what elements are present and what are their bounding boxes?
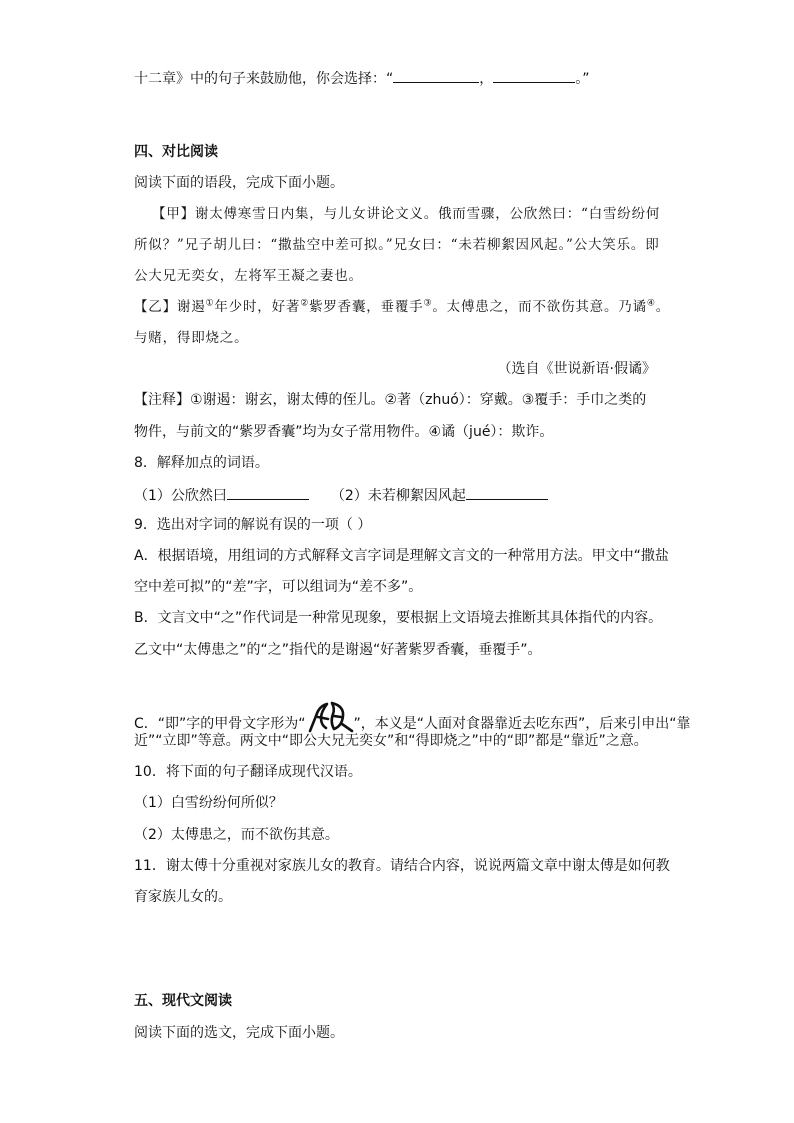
option-c-line-1: C．“即”字的甲骨文字形为“ ”，本义是“人面对食器靠近去吃东西”，后来引申出“靠 — [134, 700, 691, 734]
footnote-ref-1: ① — [205, 298, 215, 309]
footnote-ref-4: ④ — [646, 298, 656, 309]
question-11-line-2: 育家族儿女的。 — [134, 889, 232, 905]
footnote-ref-2: ② — [300, 298, 310, 309]
option-b-line-2: 乙文中“太傅患之”的“之”指代的是谢遏“好著紫罗香囊，垂覆手”。 — [134, 642, 542, 658]
passage-jia-line-2: 所似？”兄子胡儿曰：“撒盐空中差可拟。”兄女曰：“未若柳絮因风起。”公大笑乐。即 — [134, 237, 660, 253]
q8-blank-2[interactable] — [466, 485, 548, 500]
passage-yi-line-2: 与赌，得即烧之。 — [134, 330, 249, 346]
section-4-title: 四、对比阅读 — [134, 144, 218, 160]
intro-line: 十二章》中的句子来鼓励他，你会选择：“ ， 。” — [134, 68, 590, 88]
question-10-item-1: （1）白雪纷纷何所似？ — [134, 795, 283, 811]
question-11-line-1: 11．谢太傅十分重视对家族儿女的教育。请结合内容，说说两篇文章中谢太傅是如何教 — [134, 858, 670, 874]
answer-blank-1[interactable] — [393, 68, 479, 83]
passage-source: （选自《世说新语·假谲》 — [497, 361, 656, 377]
notes-line-1: 【注释】①谢遏：谢玄，谢太傅的侄儿。②著（zhuó）：穿戴。③覆手：手巾之类的 — [134, 392, 647, 408]
answer-blank-2[interactable] — [493, 68, 575, 83]
option-c-line-2: 近”“立即”等意。两文中“即公大兄无奕女”和“得即烧之”中的“即”都是“靠近”之意。 — [134, 733, 648, 749]
question-10-item-2: （2）太傅患之，而不欲伤其意。 — [134, 827, 339, 843]
section-5-instruction: 阅读下面的选文，完成下面小题。 — [134, 1025, 344, 1041]
question-9-stem: 9．选出对字词的解说有误的一项（ ） — [134, 517, 372, 533]
question-10-stem: 10．将下面的句子翻译成现代汉语。 — [134, 764, 362, 780]
passage-jia-line-3: 公大兄无奕女，左将军王凝之妻也。 — [134, 268, 363, 284]
oracle-bone-ji-icon — [306, 700, 354, 734]
option-a-line-2: 空中差可拟”的“差”字，可以组词为“差不多”。 — [134, 579, 423, 595]
passage-jia-line-1: 【甲】谢太傅寒雪日内集，与儿女讲论文义。俄而雪骤，公欣然曰：“白雪纷纷何 — [152, 206, 661, 222]
question-8-items: （1）公欣然曰 （2）未若柳絮因风起 — [134, 485, 548, 505]
footnote-ref-3: ③ — [423, 298, 433, 309]
section-5-title: 五、现代文阅读 — [134, 993, 232, 1009]
option-b-line-1: B．文言文中“之”作代词是一种常见现象，要根据上文语境去推断其具体指代的内容。 — [134, 610, 663, 626]
section-4-instruction: 阅读下面的语段，完成下面小题。 — [134, 175, 344, 191]
passage-yi-line-1: 【乙】谢遏①年少时，好著②紫罗香囊，垂覆手③。太傅患之，而不欲伤其意。乃谲④。 — [134, 298, 671, 315]
q8-blank-1[interactable] — [227, 485, 309, 500]
notes-line-2: 物件，与前文的“紫罗香囊”均为女子常用物件。④谲（jué）：欺诈。 — [134, 424, 554, 440]
question-8-stem: 8．解释加点的词语。 — [134, 455, 269, 471]
option-a-line-1: A．根据语境，用组词的方式解释文言字词是理解文言文的一种常用方法。甲文中“撒盐 — [134, 548, 669, 564]
